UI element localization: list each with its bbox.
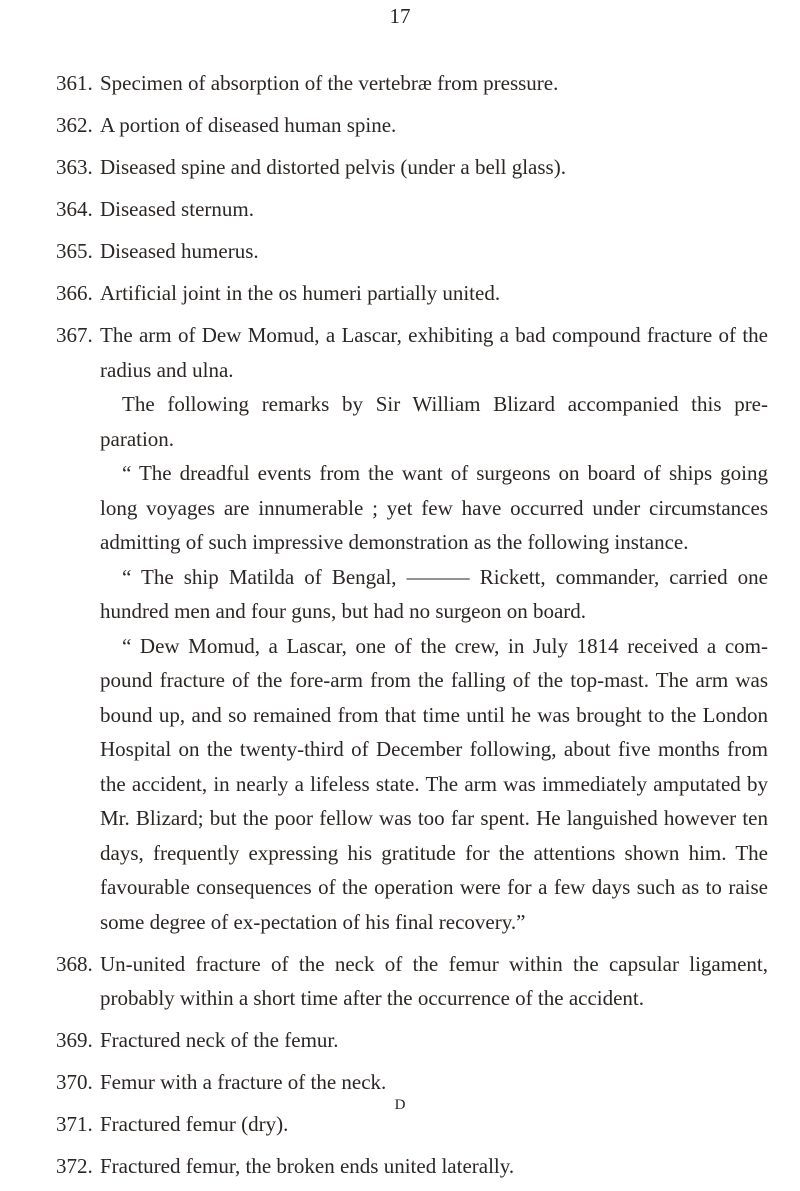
entry-text: Diseased sternum. bbox=[100, 197, 254, 221]
entry-text: A portion of diseased human spine. bbox=[100, 113, 397, 137]
catalogue-entry bbox=[56, 276, 768, 311]
entry-number: 367. bbox=[56, 323, 93, 347]
entry-remark-intro: The following remarks by Sir William Blizard accompanied this pre-paration. bbox=[100, 392, 768, 451]
entry-number: 364. bbox=[56, 197, 93, 221]
entry-text: Fractured femur (dry). bbox=[100, 1112, 289, 1136]
signature-mark: D bbox=[394, 1097, 406, 1113]
catalogue-entry bbox=[56, 1149, 768, 1184]
entry-number: 370. bbox=[56, 1070, 93, 1094]
entry-text: Specimen of absorption of the vertebræ from pressure. bbox=[100, 71, 559, 95]
catalogue-entry bbox=[56, 318, 768, 939]
entry-number: 366. bbox=[56, 281, 93, 305]
entry-quote-paragraph: “ Dew Momud, a Lascar, one of the crew, in July 1814 received a com-pound fracture of the fore-arm from the falling of the top-mast. The arm was bound up, and so remained from that time until he was brought to the London Hospital on the twenty-third of December following, about five months from the accident, in nearly a lifeless state. The arm was immediately amputated by Mr. Blizard; but the poor fellow was too far spent. He languished however ten days, frequently expressing his gratitude for the attentions shown him. The favourable consequences of the operation were for a few days such as to raise some degree of ex-pectation of his final recovery.” bbox=[100, 633, 768, 934]
entry-text: The arm of Dew Momud, a Lascar, exhibiting a bad compound fracture of the radius and ulna. bbox=[100, 323, 768, 382]
entry-number: 362. bbox=[56, 113, 93, 137]
entry-number: 369. bbox=[56, 1028, 93, 1052]
entry-text: Un-united fracture of the neck of the femur within the capsular ligament, probably within a short time after the occurrence of the accident. bbox=[100, 951, 768, 1010]
catalogue-entry bbox=[56, 108, 768, 143]
entry-text: Diseased humerus. bbox=[100, 239, 259, 263]
entry-text: Fractured femur, the broken ends united laterally. bbox=[100, 1154, 515, 1178]
catalogue-entries bbox=[56, 66, 768, 1191]
catalogue-entry bbox=[56, 1023, 768, 1058]
catalogue-entry bbox=[56, 947, 768, 1016]
entry-number: 365. bbox=[56, 239, 93, 263]
entry-number: 361. bbox=[56, 71, 93, 95]
entry-number: 363. bbox=[56, 155, 93, 179]
catalogue-entry bbox=[56, 150, 768, 185]
entry-text: Artificial joint in the os humeri partially united. bbox=[100, 281, 501, 305]
catalogue-entry bbox=[56, 1065, 768, 1100]
entry-number: 371. bbox=[56, 1112, 93, 1136]
entry-quote-paragraph: “ The ship Matilda of Bengal, ——— Rickett, commander, carried one hundred men and four guns, but had no surgeon on board. bbox=[100, 564, 768, 623]
entry-text: Diseased spine and distorted pelvis (under a bell glass). bbox=[100, 155, 566, 179]
catalogue-entry bbox=[56, 234, 768, 269]
entry-quote-paragraph: “ The dreadful events from the want of surgeons on board of ships going long voyages are innumerable ; yet few have occurred under circumstances admitting of such impressive demonstration as the following instance. bbox=[100, 461, 768, 554]
entry-text: Fractured neck of the femur. bbox=[100, 1028, 339, 1052]
entry-number: 368. bbox=[56, 951, 93, 976]
page-number: 17 bbox=[389, 4, 411, 28]
catalogue-entry bbox=[56, 66, 768, 101]
catalogue-entry bbox=[56, 192, 768, 227]
entry-number: 372. bbox=[56, 1154, 93, 1178]
entry-text: Femur with a fracture of the neck. bbox=[100, 1070, 387, 1094]
